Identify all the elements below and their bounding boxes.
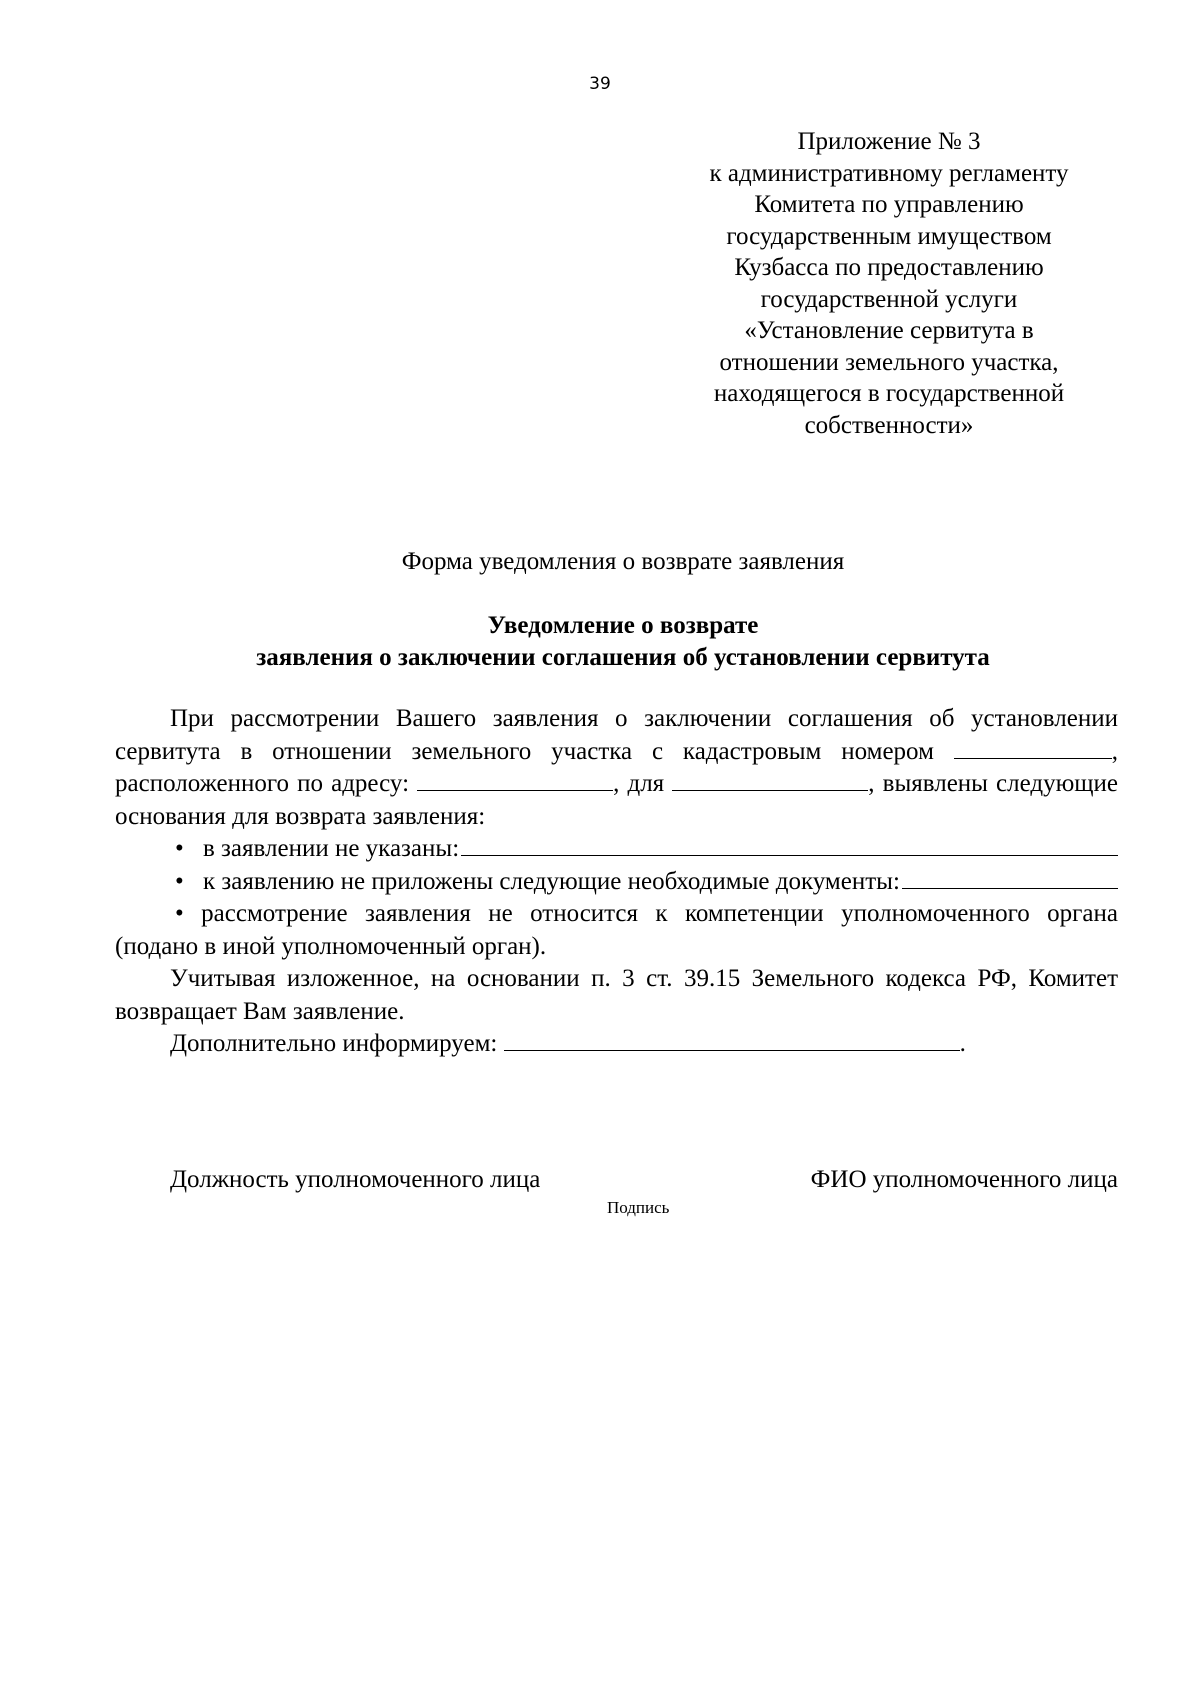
additional-info-line bbox=[115, 1028, 1118, 1061]
additional-info-label: Дополнительно информируем: bbox=[170, 1030, 498, 1057]
appendix-line: «Установление сервитута в bbox=[744, 317, 1034, 344]
conclusion-paragraph: Учитывая изложенное, на основании п. 3 ст. 39.15 Земельного кодекса РФ, Комитет возвращает Вам заявление. bbox=[115, 965, 1118, 1025]
form-caption: Форма уведомления о возврате заявления bbox=[401, 548, 845, 575]
position-label: Должность уполномоченного лица bbox=[170, 1166, 541, 1193]
not-specified-blank[interactable] bbox=[461, 833, 1118, 856]
title-line-1: Уведомление о возврате bbox=[487, 612, 759, 639]
intro-paragraph bbox=[115, 703, 1118, 833]
bullet-marker: • bbox=[175, 867, 184, 895]
bullet-text: к заявлению не приложены следующие необходимые документы: bbox=[203, 867, 900, 895]
cadastral-number-blank[interactable] bbox=[954, 736, 1112, 759]
appendix-line: собственности» bbox=[804, 411, 974, 439]
intro-text-4: , bbox=[868, 770, 875, 797]
appendix-line: к административному регламенту bbox=[709, 159, 1069, 187]
bullet-marker: • bbox=[175, 900, 184, 927]
appendix-header bbox=[664, 126, 1114, 441]
signature-caption: Подпись bbox=[607, 1198, 670, 1217]
intro-text-3: , для bbox=[613, 770, 665, 797]
intro-text-5: выявлены следующие основания для возврата заявления: bbox=[115, 770, 1119, 830]
purpose-blank[interactable] bbox=[672, 768, 868, 791]
notice-body bbox=[115, 703, 1118, 1061]
document-title bbox=[0, 610, 1200, 674]
appendix-line: находящегося в государственной bbox=[713, 380, 1065, 407]
bullet-text: рассмотрение заявления не относится к компетенции уполномоченного органа (подано в иной уполномоченный орган). bbox=[115, 900, 1118, 960]
missing-documents-blank[interactable] bbox=[902, 866, 1118, 889]
appendix-line: Комитета по управлению bbox=[754, 191, 1024, 218]
additional-info-end: . bbox=[959, 1030, 966, 1057]
appendix-line: Приложение № 3 bbox=[797, 128, 981, 155]
bullet-missing-documents bbox=[115, 866, 1118, 899]
name-label: ФИО уполномоченного лица bbox=[810, 1166, 1118, 1193]
appendix-line: отношении земельного участка, bbox=[719, 348, 1059, 376]
title-line-2: заявления о заключении соглашения об установлении сервитута bbox=[256, 644, 990, 671]
intro-text-2: , расположенного по адресу: bbox=[115, 737, 1118, 797]
address-blank[interactable] bbox=[417, 768, 613, 791]
bullet-text: в заявлении не указаны: bbox=[203, 835, 460, 862]
appendix-line: государственной услуги bbox=[760, 285, 1018, 313]
page-number: 39 bbox=[589, 74, 611, 94]
bullet-not-competent bbox=[115, 898, 1118, 963]
appendix-line: Кузбасса по предоставлению bbox=[734, 254, 1044, 281]
bullet-marker: • bbox=[175, 835, 184, 862]
bullet-not-specified bbox=[115, 833, 1118, 866]
appendix-line: государственным имуществом bbox=[726, 222, 1052, 250]
additional-info-blank[interactable] bbox=[504, 1028, 960, 1051]
intro-text-1: При рассмотрении Вашего заявления о заключении соглашения об установлении сервитута в отношении земельного участка с кадастровым номером bbox=[115, 705, 1118, 765]
